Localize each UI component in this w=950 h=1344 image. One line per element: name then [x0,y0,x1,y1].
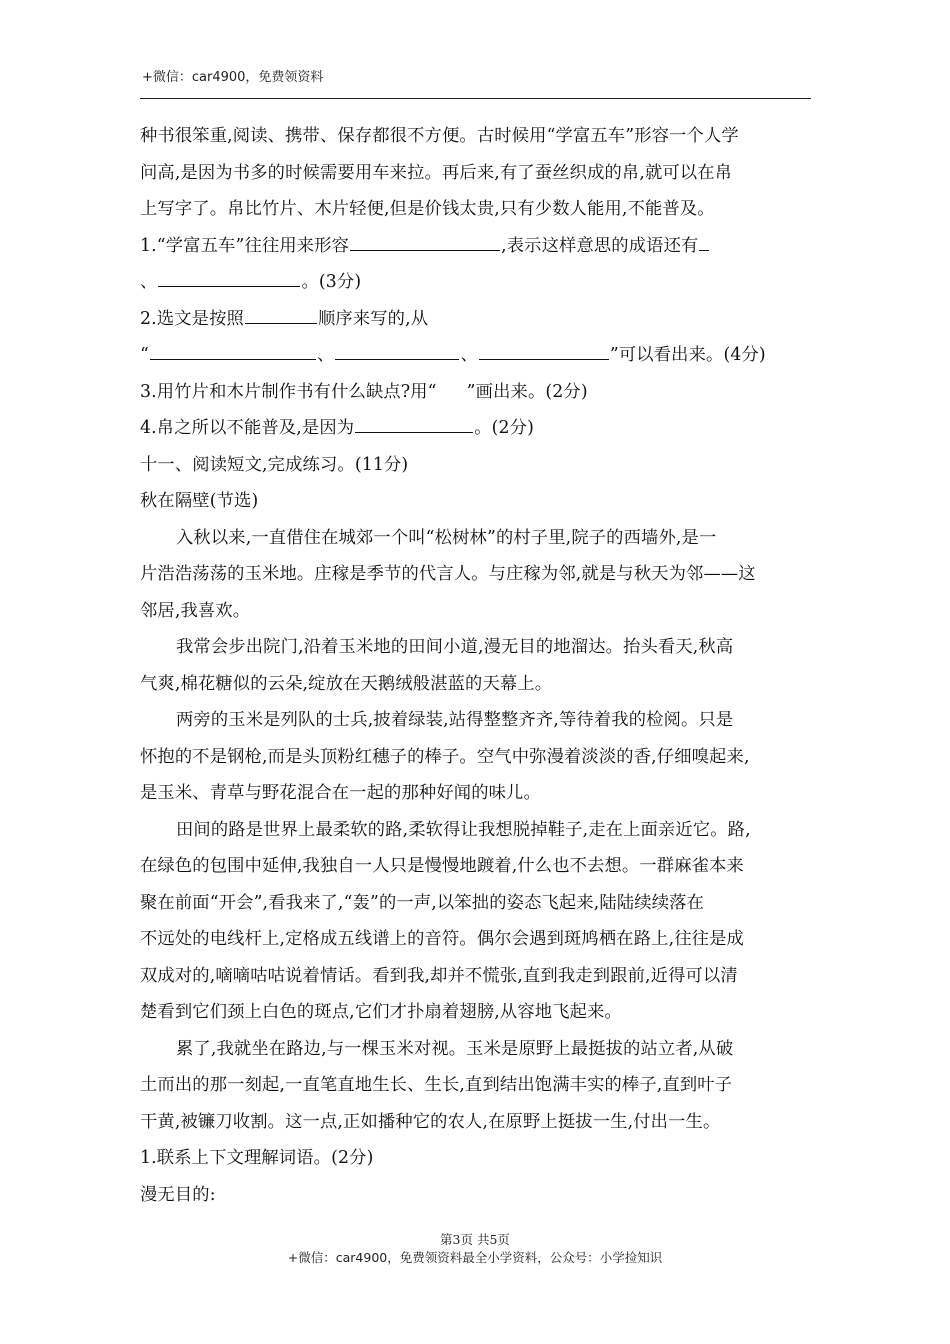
paragraph-line: 在绿色的包围中延伸,我独自一人只是慢慢地踱着,什么也不去想。一群麻雀本来 [140,856,744,876]
paragraph-line: 田间的路是世界上最柔软的路,柔软得让我想脱掉鞋子,走在上面亲近它。路, [176,819,751,840]
answer-blank[interactable] [150,358,316,360]
question-text: ”可以看出来。(4分) [609,345,766,365]
header-rule [140,98,811,99]
question-1 [140,228,815,265]
paragraph-line: 入秋以来,一直借住在城郊一个叫“松树林”的村子里,院子的西墙外,是一 [176,527,717,548]
question-1-cont [140,264,815,301]
text-line: 上写字了。帛比竹片、木片轻便,但是价钱太贵,只有少数人能用,不能普及。 [140,199,715,219]
question-text: 、 [317,345,335,365]
question-text: ,表示这样意思的成语还有 [501,235,699,256]
paragraph-line: 邻居,我喜欢。 [140,600,251,621]
question-text: “ [140,345,149,365]
paragraph-line: 怀抱的不是钢枪,而是头顶粉红穗子的棒子。空气中弥漫着淡淡的香,仔细嗅起来, [140,746,750,767]
question-text: 。(3分) [301,272,362,292]
section-heading: 十一、阅读短文,完成练习。(11分) [140,454,409,475]
answer-blank[interactable] [245,322,317,324]
question-4 [140,410,815,447]
paragraph-line: 干黄,被镰刀收割。这一点,正如播种它的农人,在原野上挺拔一生,付出一生。 [140,1111,721,1132]
question-2 [140,301,815,338]
passage-title: 秋在隔壁(节选) [140,491,259,511]
question-text: 1.“学富五车”往往用来形容 [140,235,350,256]
text-line: 种书很笨重,阅读、携带、保存都很不方便。古时候用“学富五车”形容一个人学 [140,126,739,146]
paragraph-line: 聚在前面“开会”,看我来了,“轰”的一声,以笨拙的姿态飞起来,陆陆续续落在 [140,892,705,913]
answer-blank[interactable] [335,358,459,360]
paragraph-line: 累了,我就坐在路边,与一棵玉米对视。玉米是原野上最挺拔的站立者,从破 [176,1038,734,1059]
answer-blank[interactable] [350,249,500,251]
answer-blank[interactable] [479,358,609,360]
paragraph-line: 气爽,棉花糖似的云朵,绽放在天鹅绒般湛蓝的天幕上。 [140,673,553,694]
question-text: 顺序来写的,从 [317,308,429,329]
answer-blank[interactable] [158,285,300,287]
paragraph-line: 土而出的那一刻起,一直笔直地生长、生长,直到结出饱满丰实的棒子,直到叶子 [140,1075,733,1095]
paragraph-line: 不远处的电线杆上,定格成五线谱上的音符。偶尔会遇到斑鸠栖在路上,往往是成 [140,929,744,949]
answer-blank[interactable] [699,249,709,251]
document-body [140,118,815,1213]
question-text: 、 [140,272,158,292]
question-3 [140,374,815,411]
question-text: 、 [460,345,478,365]
reading-question-1-term: 漫无目的: [140,1184,216,1205]
paragraph-line: 楚看到它们颈上白色的斑点,它们才扑扇着翅膀,从容地飞起来。 [140,1002,622,1022]
paragraph-line: 我常会步出院门,沿着玉米地的田间小道,漫无目的地溜达。抬头看天,秋高 [176,637,734,657]
question-text: 4.帛之所以不能普及,是因为 [140,418,355,438]
text-line: 问高,是因为书多的时候需要用车来拉。再后来,有了蚕丝织成的帛,就可以在帛 [140,162,733,183]
reading-question-1: 1.联系上下文理解词语。(2分) [140,1148,374,1168]
page-number: 第3页 共5页 [440,1232,510,1247]
paragraph-line: 两旁的玉米是列队的士兵,披着绿装,站得整整齐齐,等待着我的检阅。只是 [176,710,734,730]
question-text: 3.用竹片和木片制作书有什么缺点?用“ [140,381,437,402]
paragraph-line: 是玉米、青草与野花混合在一起的那种好闻的味儿。 [140,783,541,803]
footer-note: +微信：car4900，免费领资料最全小学资料，公众号：小学捡知识 [287,1250,663,1265]
paragraph-line: 片浩浩荡荡的玉米地。庄稼是季节的代言人。与庄稼为邻,就是与秋天为邻——这 [140,564,756,584]
question-2-cont [140,337,815,374]
question-text: ”画出来。(2分) [466,381,588,402]
question-text: 。(2分) [474,418,534,438]
question-text: 2.选文是按照 [140,308,244,329]
paragraph-line: 双成对的,嘀嘀咕咕说着情话。看到我,却并不慌张,直到我走到跟前,近得可以清 [140,965,738,986]
answer-blank[interactable] [355,431,473,433]
page-header: +微信：car4900，免费领资料 [142,70,324,85]
